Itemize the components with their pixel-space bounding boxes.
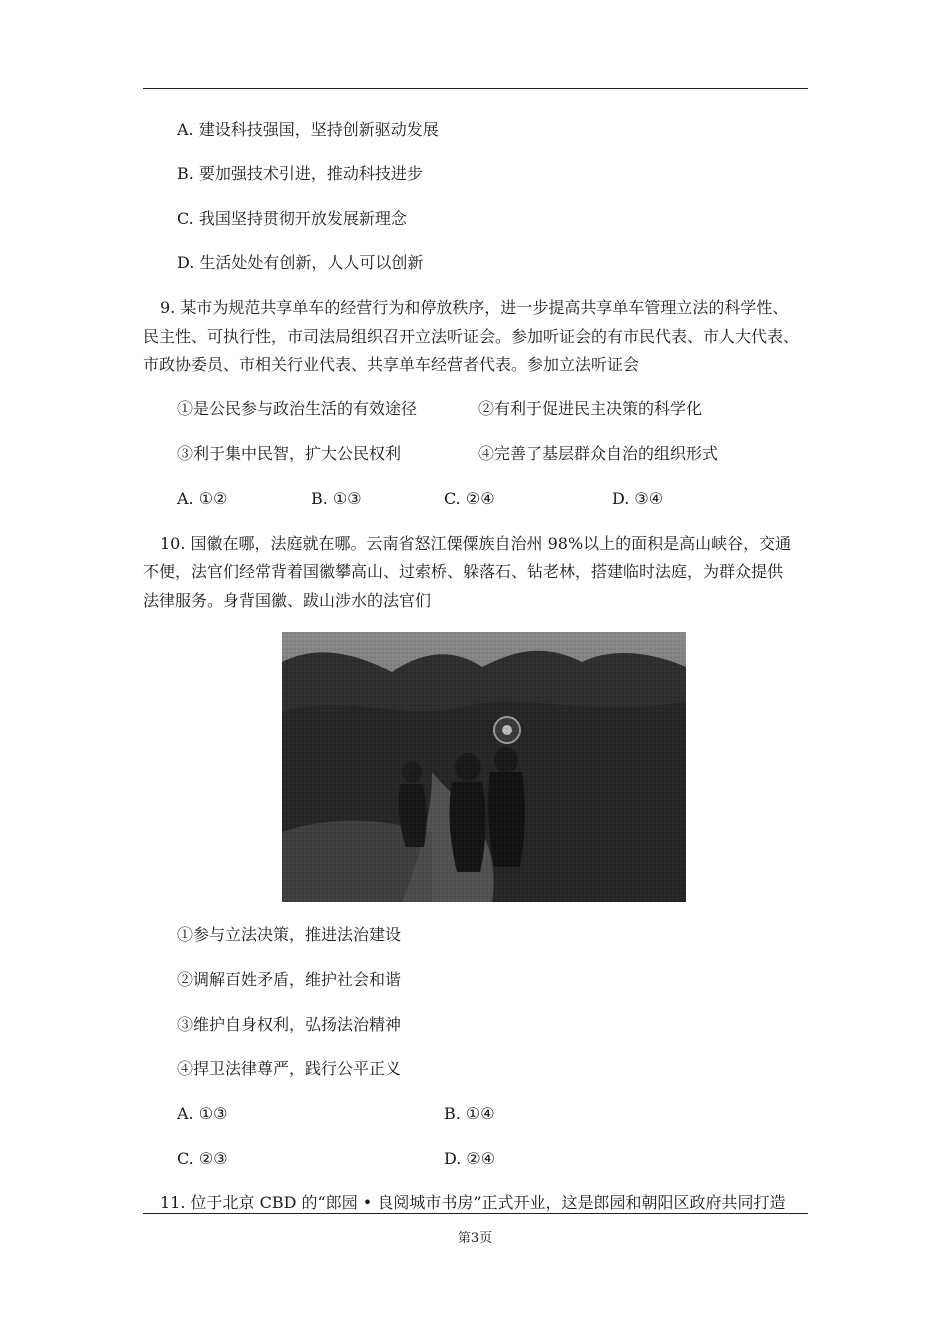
- q10-statement-4: ④捍卫法律尊严，践行公平正义: [177, 1059, 402, 1078]
- q9-stem-line-1: 9. 某市为规范共享单车的经营行为和停放秩序，进一步提高共享单车管理立法的科学性、: [160, 298, 789, 317]
- q8-option-a: A. 建设科技强国，坚持创新驱动发展: [177, 120, 439, 139]
- q9-choice-d: D. ③④: [612, 489, 664, 508]
- q9-choice-a: A. ①②: [177, 489, 228, 508]
- q10-stem-line-2: 不便，法官们经常背着国徽攀高山、过索桥、躲落石、钻老林，搭建临时法庭，为群众提供: [143, 562, 784, 581]
- q11-stem-line-1: 11. 位于北京 CBD 的“郎园 • 良阅城市书房”正式开业，这是郎园和朝阳区政府共同打造: [160, 1193, 786, 1212]
- q9-stem-line-3: 市政协委员、市相关行业代表、共享单车经营者代表。参加立法听证会: [143, 355, 640, 374]
- q10-stem-line-1: 10. 国徽在哪，法庭就在哪。云南省怒江傈僳族自治州 98%以上的面积是高山峡谷，交通: [160, 534, 792, 553]
- q8-option-d: D. 生活处处有创新，人人可以创新: [177, 253, 424, 272]
- header-rule: [143, 88, 808, 89]
- q10-choice-d: D. ②④: [444, 1149, 496, 1168]
- judges-photo: [282, 632, 686, 902]
- q9-choice-b: B. ①③: [311, 489, 362, 508]
- q9-stem-line-2: 民主性、可执行性，市司法局组织召开立法听证会。参加听证会的有市民代表、市人大代表、: [143, 327, 800, 346]
- q9-statement-4: ④完善了基层群众自治的组织形式: [478, 444, 719, 463]
- q9-statement-2: ②有利于促进民主决策的科学化: [478, 399, 703, 418]
- q8-option-c: C. 我国坚持贯彻开放发展新理念: [177, 209, 407, 228]
- page-number: 第3页: [457, 1231, 493, 1246]
- q10-stem-line-3: 法律服务。身背国徽、跋山涉水的法官们: [143, 591, 432, 610]
- q10-choice-c: C. ②③: [177, 1149, 228, 1168]
- footer-rule: [143, 1213, 808, 1214]
- q10-statement-3: ③维护自身权利，弘扬法治精神: [177, 1015, 402, 1034]
- q10-statement-2: ②调解百姓矛盾，维护社会和谐: [177, 970, 402, 989]
- q8-option-b: B. 要加强技术引进，推动科技进步: [177, 164, 423, 183]
- q10-statement-1: ①参与立法决策，推进法治建设: [177, 925, 402, 944]
- q9-choice-c: C. ②④: [444, 489, 495, 508]
- q9-statement-3: ③利于集中民智，扩大公民权利: [177, 444, 402, 463]
- q10-choice-b: B. ①④: [444, 1104, 495, 1123]
- q9-statement-1: ①是公民参与政治生活的有效途径: [177, 399, 418, 418]
- q10-choice-a: A. ①③: [177, 1104, 228, 1123]
